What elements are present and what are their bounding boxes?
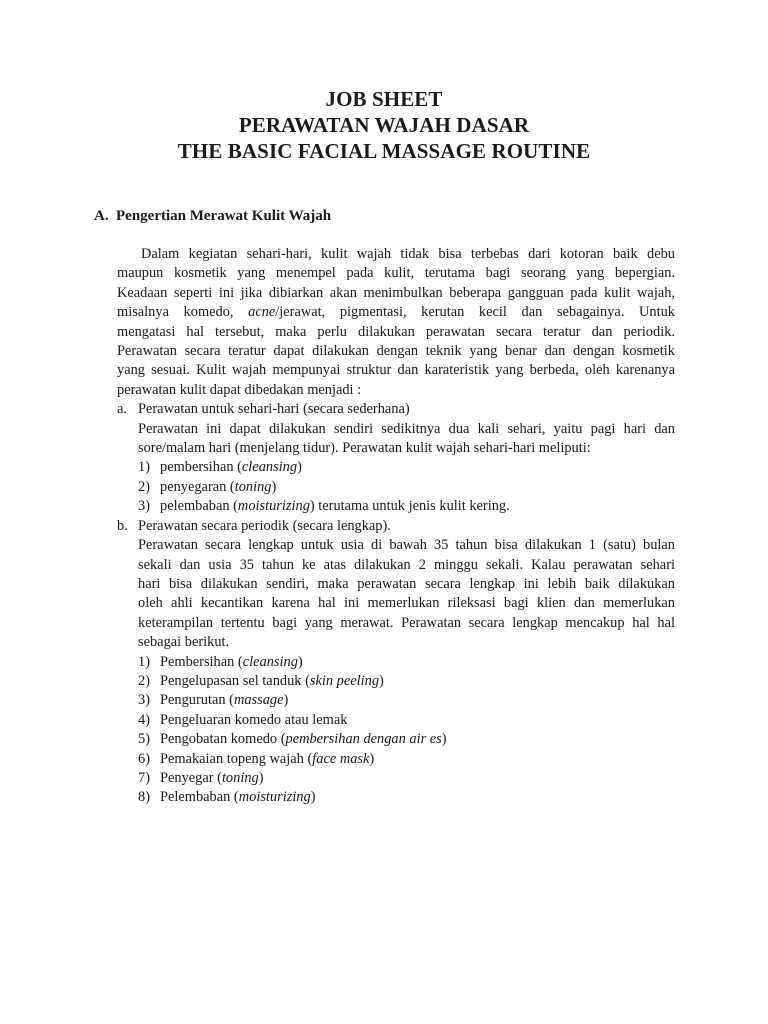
list-item: [138, 750, 675, 769]
list-item-number: 1): [138, 459, 150, 476]
intro-line-part: misalnya komedo,: [117, 304, 249, 321]
list-item-number: 1): [138, 653, 150, 670]
list-item-text: Pembersihan (: [160, 653, 243, 670]
intro-line: Keadaan seperti ini jika dibiarkan akan menimbulkan beberapa gangguan pada kulit wajah,: [117, 284, 675, 301]
list-item-text: ): [271, 478, 277, 495]
subsection-b-desc-line: keterampilan tertentu bagi yang merawat. Perawatan secara lengkap mencakup hal hal: [138, 614, 675, 631]
title-block: [0, 86, 768, 164]
subsection-a-desc-line: sore/malam hari (menjelang tidur). Perawatan kulit wajah sehari-hari meliputi:: [138, 440, 591, 457]
list-item: [138, 497, 675, 516]
intro-line-italic: acne: [248, 304, 276, 321]
list-item-text: ): [283, 692, 289, 709]
list-item: [138, 458, 675, 477]
list-item-text: ): [258, 769, 264, 786]
list-item: [138, 788, 675, 807]
subsection-a: [117, 400, 675, 516]
list-item-italic: cleansing: [242, 653, 298, 670]
list-item-number: 8): [138, 789, 150, 806]
list-item-text: Pengobatan komedo (: [160, 731, 286, 748]
list-item-italic: skin peeling: [309, 672, 380, 689]
list-item-text: Pengeluaran komedo atau lemak: [160, 711, 348, 728]
subsection-a-title: Perawatan untuk sehari-hari (secara sederhana): [138, 401, 410, 418]
section-a-body: [117, 245, 675, 808]
intro-line: Perawatan secara teratur dapat dilakukan dengan teknik yang benar dan dengan kosmetik: [117, 343, 675, 360]
title-facial-routine: THE BASIC FACIAL MASSAGE ROUTINE: [177, 139, 591, 163]
list-item-text: Pengurutan (: [160, 692, 234, 709]
intro-line: Dalam kegiatan sehari-hari, kulit wajah tidak bisa terbebas dari kotoran baik debu: [141, 246, 675, 262]
intro-paragraph: [117, 245, 675, 400]
list-item: [138, 711, 675, 730]
list-item-text: ): [441, 731, 447, 748]
title-perawatan-wajah: PERAWATAN WAJAH DASAR: [238, 113, 530, 137]
list-item-italic: cleansing: [241, 459, 298, 476]
list-item-text: ): [297, 459, 302, 476]
intro-line: maupun kosmetik yang menempel pada kulit, terutama bagi seorang yang bepergian.: [117, 265, 675, 282]
list-item-text: Pelembaban (: [160, 789, 239, 806]
list-item-italic: moisturizing: [237, 498, 310, 515]
subsection-b-desc-line: sebagai berikut.: [138, 634, 230, 651]
subsection-b-desc-line: oleh ahli kecantikan karena hal ini memerlukan rileksasi bagi klien dan memerlukan: [138, 595, 675, 612]
section-a-letter: A.: [94, 208, 109, 224]
list-item: [138, 672, 675, 691]
section-a-heading: [94, 206, 331, 226]
list-item-text: ) terutama untuk jenis kulit kering.: [309, 498, 510, 515]
intro-line: yang sesuai. Kulit wajah mempunyai struktur dan karateristik yang berbeda, oleh karenanya: [117, 362, 675, 379]
list-item-number: 7): [138, 769, 150, 786]
intro-line: perawatan kulit dapat dibedakan menjadi :: [117, 381, 362, 398]
list-item-text: Pemakaian topeng wajah (: [160, 750, 313, 767]
list-item-number: 5): [138, 731, 150, 748]
intro-line-part: /jerawat, pigmentasi, kerutan kecil dan sebagainya. Untuk: [275, 304, 675, 321]
subsection-b-desc-line: hari bisa dilakukan sendiri, maka perawatan secara lengkap ini lebih baik dilakukan: [138, 575, 675, 592]
list-item-number: 2): [138, 478, 150, 495]
subsection-b-title: Perawatan secara periodik (secara lengkap).: [138, 517, 391, 534]
list-item-number: 2): [138, 672, 150, 689]
list-item: [138, 769, 675, 788]
list-item-italic: pembersihan dengan air es: [285, 731, 442, 748]
subsection-b-description: [138, 536, 675, 652]
subsection-b: [117, 517, 675, 808]
list-item-text: ): [369, 750, 375, 767]
subsection-b-marker: b.: [117, 517, 128, 534]
list-item-number: 3): [138, 498, 150, 515]
subsection-a-description: [138, 420, 675, 459]
subsection-b-desc-line: sekali dan usia 35 tahun ke atas dilakukan 2 minggu sekali. Kalau perawatan sehari: [138, 556, 675, 573]
list-item-text: Penyegar (: [160, 769, 222, 786]
list-item-text: ): [310, 789, 316, 806]
list-item-italic: massage: [233, 692, 284, 709]
list-item-text: ): [379, 672, 384, 689]
list-item-italic: toning: [221, 769, 259, 786]
intro-line: mengatasi hal tersebut, maka perlu dilakukan perawatan secara teratur dan periodik.: [117, 323, 675, 340]
intro-line: [117, 303, 675, 322]
list-item: [138, 653, 675, 672]
subsection-a-desc-line: Perawatan ini dapat dilakukan sendiri sedikitnya dua kali sehari, yaitu pagi hari dan: [138, 420, 675, 437]
periodic-care-list: [138, 653, 675, 808]
section-a-title: Pengertian Merawat Kulit Wajah: [116, 208, 332, 224]
subsection-a-marker: a.: [117, 401, 127, 418]
list-item-number: 6): [138, 750, 150, 767]
list-item-text: Pengelupasan sel tanduk (: [160, 672, 310, 689]
list-item: [138, 691, 675, 710]
list-item-italic: toning: [234, 478, 272, 495]
list-item-number: 3): [138, 692, 150, 709]
list-item-italic: moisturizing: [238, 789, 311, 806]
list-item-italic: face mask: [312, 750, 370, 767]
subsection-b-desc-line: Perawatan secara lengkap untuk usia di bawah 35 tahun bisa dilakukan 1 (satu) bulan: [138, 537, 675, 554]
list-item-text: penyegaran (: [160, 478, 235, 495]
daily-care-list: [138, 458, 675, 516]
title-job-sheet: JOB SHEET: [325, 87, 443, 111]
list-item-text: pelembaban (: [160, 498, 238, 515]
list-item-number: 4): [138, 711, 150, 728]
list-item: [138, 730, 675, 749]
list-item-text: pembersihan (: [160, 459, 242, 476]
list-item-text: ): [297, 653, 303, 670]
list-item: [138, 478, 675, 497]
